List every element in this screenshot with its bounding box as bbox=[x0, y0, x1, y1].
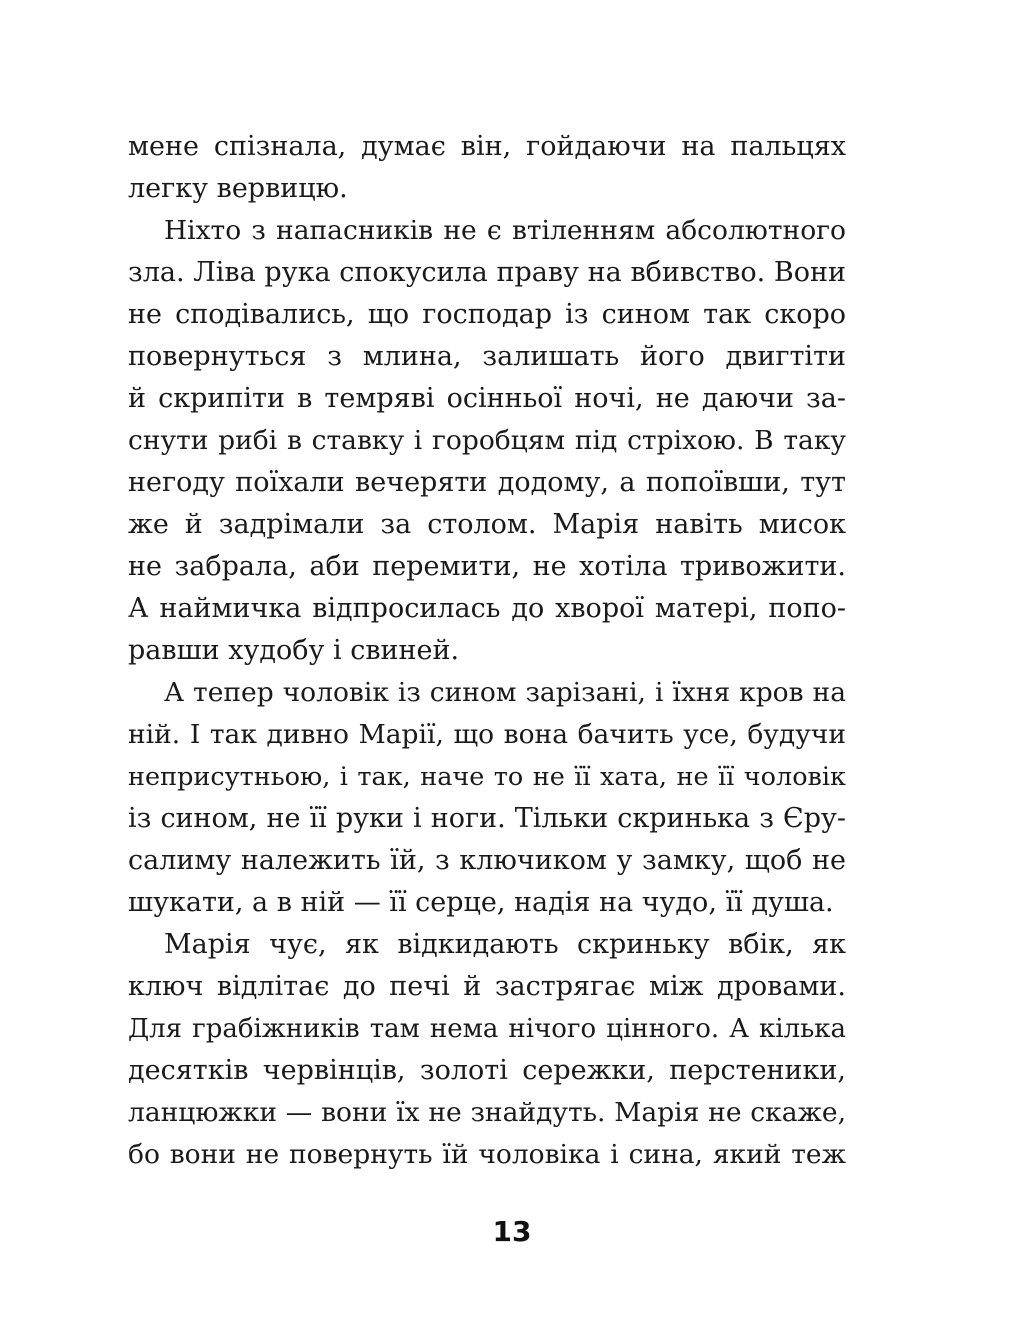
text-line: Для грабіжників там нема нічого цінного. А кілька bbox=[128, 1014, 846, 1044]
paragraph-first-line: А тепер чоловік із сином зарізані, і їхня кров на bbox=[164, 677, 846, 708]
text-line: й скрипіти в темряві осінньої ночі, не даючи за- bbox=[128, 383, 846, 414]
text-line: легку вервицю. bbox=[128, 173, 348, 204]
page-number: 13 bbox=[492, 1215, 532, 1248]
text-line: негоду поїхали вечеряти додому, а попоївши, тут bbox=[128, 467, 846, 498]
text-line: мене спізнала, думає він, гойдаючи на пальцях bbox=[128, 131, 846, 162]
text-line: десятків червінців, золоті сережки, перстеники, bbox=[128, 1055, 846, 1086]
text-line: же й задрімали за столом. Марія навіть мисок bbox=[128, 509, 846, 540]
text-line: не забрала, аби перемити, не хотіла тривожити. bbox=[128, 551, 846, 582]
text-line: равши худобу і свиней. bbox=[128, 635, 460, 666]
text-line: бо вони не повернуть їй чоловіка і сина, який теж bbox=[128, 1139, 846, 1170]
text-line: не сподівались, що господар із сином так скоро bbox=[128, 299, 846, 330]
text-line: шукати, а в ній — її серце, надія на чудо, її душа. bbox=[128, 887, 834, 918]
text-line: снути рибі в ставку і горобцям під стріхою. В таку bbox=[128, 425, 846, 456]
text-line: неприсутньою, і так, наче то не її хата, не її чоловік bbox=[128, 762, 846, 792]
paragraph-first-line: Ніхто з напасників не є втіленням абсолютного bbox=[164, 215, 846, 246]
text-line: зла. Ліва рука спокусила праву на вбивство. Вони bbox=[128, 257, 846, 288]
text-line: А наймичка відпросилась до хворої матері, попо- bbox=[128, 593, 846, 624]
text-line: із сином, не її руки і ноги. Тільки скринька з Єру- bbox=[128, 803, 846, 834]
text-line: салиму належить їй, з ключиком у замку, щоб не bbox=[128, 845, 846, 876]
text-line: повернуться з млина, залишать його двигтіти bbox=[128, 341, 846, 372]
paragraph-first-line: Марія чує, як відкидають скриньку вбік, як bbox=[164, 929, 846, 960]
text-line: ланцюжки — вони їх не знайдуть. Марія не скаже, bbox=[128, 1097, 846, 1128]
body-text bbox=[128, 126, 846, 1176]
text-line: ній. І так дивно Марії, що вона бачить усе, будучи bbox=[128, 719, 846, 750]
text-line: ключ відлітає до печі й застрягає між дровами. bbox=[128, 971, 846, 1002]
